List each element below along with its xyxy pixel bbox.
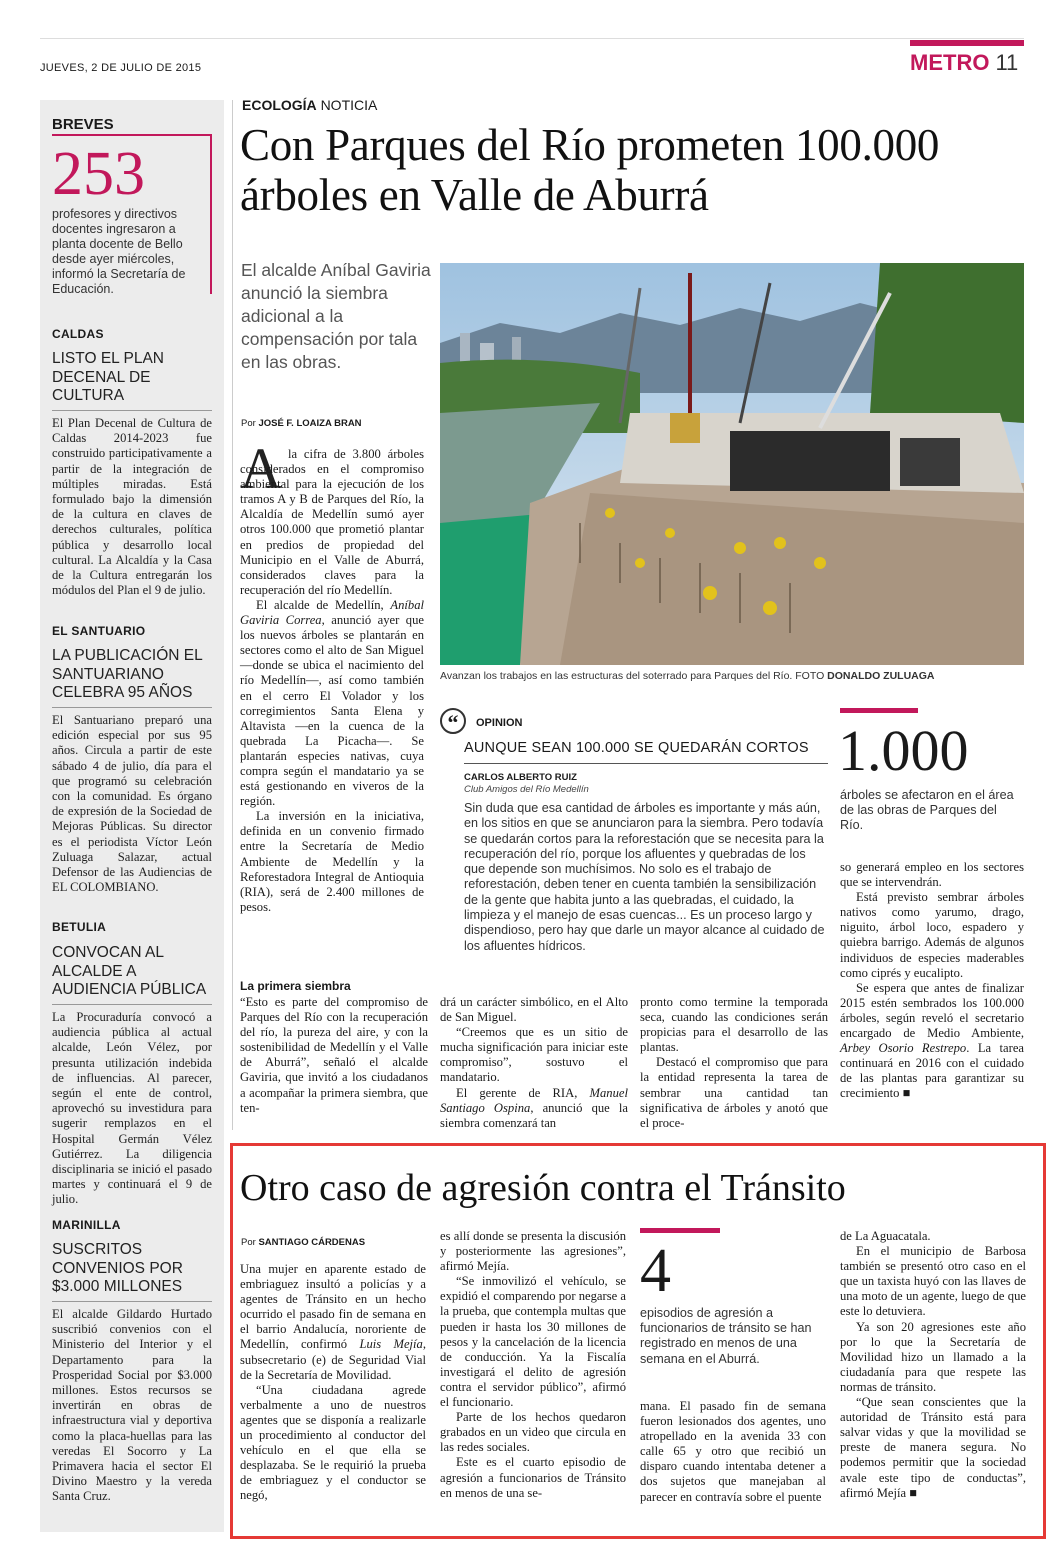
section-header — [910, 50, 1018, 76]
article-paragraph: Una mujer en aparente estado de embriaguez insultó a policías y a agentes de Tránsito en un hecho ocurrido el pasado fin de semana en el barrio Andalucía, nororiente de Medellín, confirmó Luis Mejía, subsecretario (e) de Seguridad Vial de la Secretaría de Movilidad. — [240, 1262, 426, 1382]
brief-body-marinilla: El alcalde Gildardo Hurtado suscribió convenios con el Ministerio del Interior y el Departamento para la Prosperidad Social por $3.000 millones. Estos recursos se invertirán en obras de infraestructura vial y deportiva como la placa-huellas para las veredas El Socorro y La Primavera hacia el sector El Divino Maestro y la vereda Santa Cruz. — [52, 1307, 212, 1504]
photo-caption — [440, 670, 1024, 682]
page-number: 11 — [995, 50, 1019, 75]
article-paragraph: El gerente de RIA, Manuel Santiago Ospina, anunció que la siembra comenzará tan — [440, 1085, 628, 1130]
article-subhead: La primera siembra — [240, 979, 351, 993]
brief-place-caldas: CALDAS — [52, 327, 104, 341]
brief-rule — [52, 707, 212, 708]
top-rule — [40, 38, 1024, 39]
section-name: METRO — [910, 50, 990, 75]
article-column-2 — [440, 995, 628, 1131]
box-byline — [241, 1237, 365, 1248]
stat-text: episodios de agresión a funcionarios de tránsito se han registrado en menos de una semana en el Aburrá. — [640, 1306, 812, 1366]
article-column-4 — [840, 860, 1024, 1102]
stat-number: 1.000 — [838, 718, 969, 783]
photo-credit-name: DONALDO ZULUAGA — [827, 670, 935, 682]
article-column-3 — [640, 995, 828, 1131]
article-paragraph: Destacó el compromiso que para la entidad representa la tarea de sembrar una cantidad tan significativa de árboles y anotó que el proce- — [640, 1055, 828, 1130]
stat-accent-bar — [640, 1228, 720, 1233]
breves-accent-line — [52, 134, 212, 136]
breves-stat-number: 253 — [52, 140, 145, 208]
stat-accent-bar — [840, 708, 918, 713]
box-headline: Otro caso de agresión contra el Tránsito — [240, 1167, 846, 1209]
breves-label: BREVES — [52, 116, 114, 133]
opinion-title: AUNQUE SEAN 100.000 SE QUEDARÁN CORTOS — [464, 740, 809, 756]
article-paragraph: Parte de los hechos quedaron grabados en un video que circula en las redes sociales. — [440, 1410, 626, 1455]
article-paragraph: de La Aguacatala. — [840, 1229, 931, 1243]
brief-title-marinilla: SUSCRITOS CONVENIOS POR $3.000 MILLONES — [52, 1241, 183, 1295]
article-paragraph: “Esto es parte del compromiso de Parques del Río con la recuperación del río, la pureza del aire, y con la sostenibilidad de Medellín y el Valle de Aburrá”, señaló el alcalde Gaviria, que invitó a los ciudadanos a acompañar la primera siembra, que ten- — [240, 995, 428, 1115]
article-deck: El alcalde Aníbal Gaviria anunció la siembra adicional a la compensación por tala en las obras. — [241, 260, 431, 372]
section-accent-bar — [910, 40, 1024, 46]
article-paragraph: El alcalde de Medellín, Aníbal Gaviria Correa, anunció ayer que los nuevos árboles se plantarán en sectores como el alto de San Miguel —donde se ubica el nacimiento del río Medellín—, así como también en el cerro El Volador y los corregimientos Santa Elena y Altavista —en la cuenca de la quebrada La Picacha—. Se plantarán especies nativas, cuya compra según el mandatario ya se está gestionando en viveros de la región. — [240, 597, 424, 809]
box-column-2 — [440, 1229, 626, 1501]
brief-place-el-santuario: EL SANTUARIO — [52, 624, 146, 638]
article-paragraph: “Creemos que es un sitio de mucha significación para iniciar este compromiso”, sostuvo el mandatario. — [440, 1025, 628, 1085]
box-column-4 — [840, 1229, 1026, 1501]
quote-icon: “ — [440, 708, 466, 734]
article-paragraph: La inversión en la iniciativa, definida en un convenio firmado entre la Secretaría de Medio Ambiente de Medellín y la Reforestadora Integral de Antioquia (RIA), será de 2.400 millones de pesos. — [240, 809, 424, 914]
opinion-body: Sin duda que esa cantidad de árboles es importante y más aún, en los sitios en que se anunciaron para la siembra. Pero todavía se quedarán cortos para la reforestación que se necesita para la recuperación del río, porque los afluentes y quebradas de los que depende son muchísimos. No solo es el trabajo de reforestación, deben tener en cuenta también la sensibilización de la gente que habita junto a las quebradas, el cuidado, la limpieza y el manejo de esas cuencas... Es un proceso largo y dispendioso, pero hay que darle un mayor alcance al cuidado de los afluentes hídricos. — [464, 801, 825, 953]
kicker-type: NOTICIA — [320, 97, 378, 113]
article-headline: Con Parques del Río prometen 100.000 árboles en Valle de Aburrá — [240, 120, 940, 220]
issue-date: JUEVES, 2 DE JULIO DE 2015 — [40, 62, 202, 74]
article-paragraph: la cifra de 3.800 árboles considerados en el compromiso ambiental para la ejecución de los tramos A y B de Parques del Río, la Alcaldía de Medellín sumó ayer otros 100.000 que prometió plantar en predios de propiedad del Municipio en el Valle de Aburrá, considerados claves para la recuperación del río Medellín. — [240, 447, 424, 597]
brief-title-caldas: LISTO EL PLAN DECENAL DE CULTURA — [52, 350, 164, 404]
drop-cap: A — [240, 436, 282, 501]
article-paragraph: mana. El pasado fin de semana fueron lesionados dos agentes, uno atropellado en la avenida 33 con calle 65 y otro que recibió un disparo cuando intentaba detener a dos sujetos que manejaban al parecer en contravía sobre el puente — [640, 1399, 826, 1504]
breves-accent-vline — [210, 134, 212, 294]
article-paragraph: es allí donde se presenta la discusión y posteriormente las agresiones”, afirmó Mejía. — [440, 1229, 626, 1274]
opinion-label: OPINION — [476, 717, 523, 729]
stat-number: 4 — [640, 1237, 671, 1305]
construction-photo — [440, 263, 1024, 665]
brief-rule — [52, 1004, 212, 1005]
opinion-author: CARLOS ALBERTO RUIZ — [464, 772, 577, 783]
caption-text: Avanzan los trabajos en las estructuras del soterrado para Parques del Río. — [440, 670, 793, 682]
brief-rule — [52, 410, 212, 411]
article-kicker — [242, 97, 377, 113]
article-byline — [241, 418, 362, 429]
brief-rule — [52, 1301, 212, 1302]
article-paragraph: Este es el cuarto episodio de agresión a funcionarios de Tránsito en menos de una se- — [440, 1455, 626, 1500]
article-paragraph: En el municipio de Barbosa también se presentó otro caso en el que un taxista huyó con las llaves de una moto de un agente, luego de que este lo detuviera. — [840, 1244, 1026, 1319]
article-paragraph: “Una ciudadana agrede verbalmente a uno de nuestros agentes que se disponía a realizarle un procedimiento al conductor del vehículo en el que ella se desplazaba. Se le requirió la prueba de embriaguez y el conductor se negó, — [240, 1382, 426, 1503]
article-paragraph: pronto como termine la temporada seca, cuando las condiciones serán propicias para el desarrollo de las plantas. — [640, 995, 828, 1055]
article-paragraph: “Se inmovilizó el vehículo, se expidió el comparendo por negarse a la prueba, que contempla multas que pueden ir hasta los 30 millones de pesos y la cancelación de la licencia de conducción. Ya la Fiscalía investigará el delito de agresión contra el servidor público”, afirmó el funcionario. — [440, 1274, 626, 1410]
byline-author: SANTIAGO CÁRDENAS — [258, 1237, 366, 1248]
brief-place-marinilla: MARINILLA — [52, 1218, 121, 1232]
column-divider — [232, 100, 233, 1130]
brief-title-betulia: CONVOCAN AL ALCALDE A AUDIENCIA PÚBLICA — [52, 944, 207, 998]
kicker-topic: ECOLOGÍA — [242, 97, 317, 113]
article-paragraph: drá un carácter simbólico, en el Alto de San Miguel. — [440, 995, 628, 1025]
article-column-1-lower — [240, 995, 428, 1116]
article-paragraph: Está previsto sembrar árboles nativos como yarumo, drago, niguito, árbol loco, espadero y quiebra barrigo. Además de algunos individuos de especies maderables como ciprés y eucalipto. — [840, 890, 1024, 980]
byline-author: JOSÉ F. LOAIZA BRAN — [258, 418, 362, 429]
opinion-rule — [464, 763, 828, 764]
brief-place-betulia: BETULIA — [52, 920, 107, 934]
brief-body-el-santuario: El Santuariano preparó una edición especial por sus 95 años. Circula a partir de este sábado 4 de julio, día para el que programó su celebración con la comunidad. Es órgano de expresión de la Sociedad de Mejoras Públicas. Su director es el periodista Víctor León Zuluaga Salazar, actual Defensor de las Audiencias de EL COLOMBIANO. — [52, 713, 212, 895]
photo-credit-label: FOTO — [795, 670, 825, 682]
article-paragraph: Ya son 20 agresiones este año por lo que la Secretaría de Movilidad hizo un llamado a la ciudadanía para que respete las normas de tránsito. — [840, 1319, 1026, 1394]
brief-body-betulia: La Procuraduría convocó a audiencia pública al actual alcalde, León Vélez, por presunta utilización indebida de influencias. Al parecer, según el ente de control, aprovechó su investidura para sugerir remplazos en el Hospital Germán Vélez Gutiérrez. La diligencia disciplinaria se inició el pasado martes y continuará el 9 de julio. — [52, 1010, 212, 1207]
article-column-1 — [240, 447, 424, 915]
byline-prefix: Por — [241, 418, 256, 429]
box-column-3 — [640, 1399, 826, 1505]
breves-stat-text: profesores y directivos docentes ingresaron a planta docente de Bello desde ayer miércoles, informó la Secretaría de Educación. — [52, 207, 186, 296]
brief-title-el-santuario: LA PUBLICACIÓN EL SANTUARIANO CELEBRA 95 AÑOS — [52, 647, 203, 701]
box-column-1 — [240, 1262, 426, 1504]
article-paragraph: “Que sean conscientes que la autoridad de Tránsito está para salvar vidas y que la movilidad se preste de manera segura. No podemos permitir que la sociedad avale este tipo de conductas”, afirmó Mejía ■ — [840, 1395, 1026, 1500]
article-paragraph: Se espera que antes de finalizar 2015 estén sembrados los 100.000 árboles, según reveló el secretario encargado de Medio Ambiente, Arbey Osorio Restrepo. La tarea continuará en 2016 con el cuidado de las plantas para garantizar su crecimiento ■ — [840, 980, 1024, 1101]
opinion-organization: Club Amigos del Río Medellín — [464, 784, 589, 795]
article-paragraph: so generará empleo en los sectores que se intervendrán. — [840, 860, 1024, 890]
byline-prefix: Por — [241, 1237, 256, 1248]
stat-text: árboles se afectaron en el área de las obras de Parques del Río. — [840, 788, 1014, 833]
brief-body-caldas: El Plan Decenal de Cultura de Caldas 2014-2023 fue construido participativamente a partir de la integración de múltiples miradas. Está formulado bajo la dimensión de la cultura en claves de derechos culturales, política pública y desarrollo local cultural. La Alcaldía y la Casa de la Cultura entregarán los módulos del Plan el 9 de julio. — [52, 416, 212, 598]
